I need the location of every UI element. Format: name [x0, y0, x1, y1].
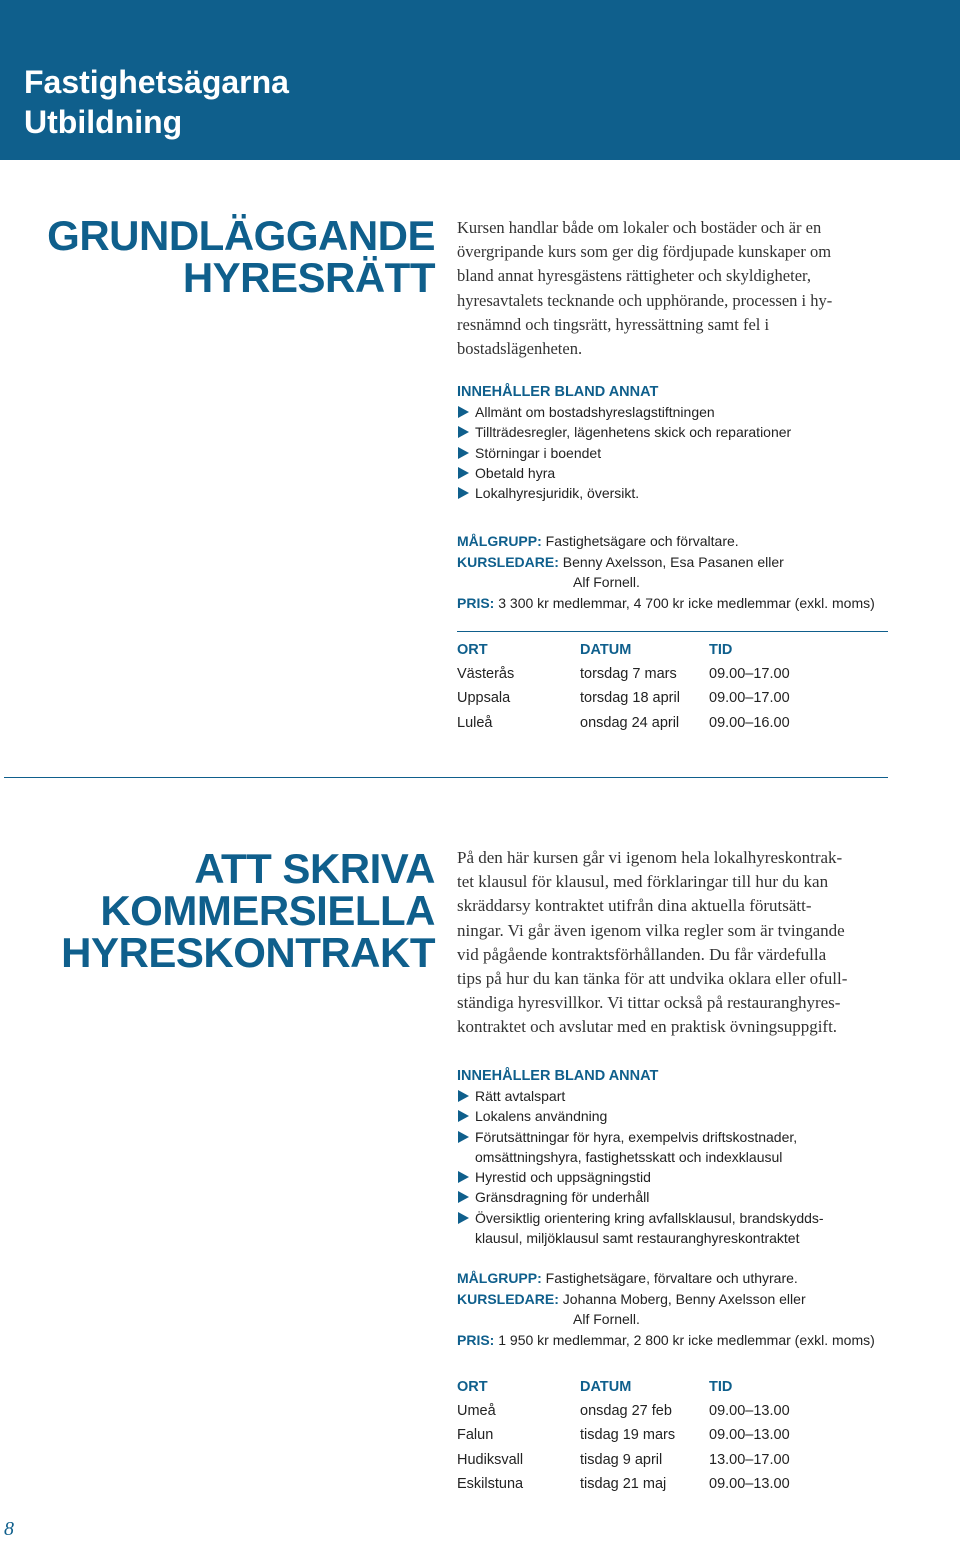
contents-section	[457, 382, 889, 503]
course-title: ATT SKRIVA KOMMERSIELLA HYRESKONTRAKT	[61, 845, 435, 976]
table-header: ORT DATUM TID	[457, 1379, 733, 1395]
desc-line: skräddarsy kontraktet utifrån dina aktuella förutsätt-	[457, 896, 812, 916]
table-row: Uppsala torsdag 18 april 09.00–17.00	[457, 690, 790, 707]
schedule-table	[457, 638, 889, 735]
triangle-right-icon	[458, 1212, 469, 1224]
course-title: GRUNDLÄGGANDE HYRESRÄTT	[47, 212, 435, 301]
header-band	[0, 0, 960, 160]
contents-section	[457, 1066, 889, 1248]
desc-line: tips på hur du kan tänka för att undvika oklara eller ofull-	[457, 969, 848, 989]
desc-line: bland annat hyresgästens rättigheter och skyldigheter,	[457, 266, 811, 286]
desc-line: ständiga hyresvillkor. Vi tittar också på restauranghyres-	[457, 993, 841, 1013]
list-item: Tillträdesregler, lägenhetens skick och reparationer	[457, 422, 889, 442]
desc-line: övergripande kurs som ger dig fördjupade kunskaper om	[457, 242, 832, 262]
list-item: Hyrestid och uppsägningstid	[457, 1167, 889, 1187]
list-item: Allmänt om bostadshyreslagstiftningen	[457, 402, 889, 422]
contents-list	[457, 1086, 889, 1248]
list-item: Gränsdragning för underhåll	[457, 1187, 889, 1207]
triangle-right-icon	[458, 1131, 469, 1143]
course-leaders: KURSLEDARE: Benny Axelsson, Esa Pasanen eller	[457, 553, 784, 570]
triangle-right-icon	[458, 1090, 469, 1102]
schedule-table	[457, 1375, 889, 1496]
table-row: Luleå onsdag 24 april 09.00–16.00	[457, 714, 790, 731]
table-row: Eskilstuna tisdag 21 maj 09.00–13.00	[457, 1475, 790, 1492]
triangle-right-icon	[458, 1110, 469, 1122]
divider	[457, 631, 888, 632]
desc-line: Kursen handlar både om lokaler och bostäder och är en	[457, 218, 822, 237]
desc-line: På den här kursen går vi igenom hela lokalhyreskontrak-	[457, 848, 843, 867]
desc-line: kontraktet och avslutar med en praktisk övningsuppgift.	[457, 1017, 838, 1037]
list-item: Översiktlig orientering kring avfallsklausul, brandskydds- klausul, miljöklausul samt restauranghyreskontraktet	[457, 1208, 889, 1249]
list-item: Lokalhyresjuridik, översikt.	[457, 483, 889, 503]
list-item: Lokalens användning	[457, 1106, 889, 1126]
target-group: MÅLGRUPP: Fastighetsägare och förvaltare.	[457, 533, 739, 549]
desc-line: bostadslägenheten.	[457, 339, 583, 359]
triangle-right-icon	[458, 447, 469, 459]
table-row: Hudiksvall tisdag 9 april 13.00–17.00	[457, 1451, 790, 1468]
section-divider	[4, 777, 888, 778]
table-header: ORT DATUM TID	[457, 642, 733, 658]
triangle-right-icon	[458, 406, 469, 418]
course-description	[457, 846, 889, 1040]
list-item: Obetald hyra	[457, 463, 889, 483]
course-leaders-cont: Alf Fornell.	[573, 1311, 640, 1327]
contents-heading: INNEHÅLLER BLAND ANNAT	[457, 384, 659, 400]
course-description	[457, 216, 889, 361]
desc-line: vid pågående kontraktsförhållanden. Du får värdefulla	[457, 944, 827, 964]
desc-line: resnämnd och tingsrätt, hyressättning samt fel i	[457, 314, 770, 334]
price: PRIS: 3 300 kr medlemmar, 4 700 kr icke medlemmar (exkl. moms)	[457, 594, 875, 611]
list-item: Rätt avtalspart	[457, 1086, 889, 1106]
triangle-right-icon	[458, 426, 469, 438]
table-row: Västerås torsdag 7 mars 09.00–17.00	[457, 666, 790, 683]
desc-line: tet klausul för klausul, med förklaringar till hur du kan	[457, 872, 829, 892]
header-title: Fastighetsägarna Utbildning	[24, 64, 289, 140]
price: PRIS: 1 950 kr medlemmar, 2 800 kr icke medlemmar (exkl. moms)	[457, 1331, 875, 1348]
triangle-right-icon	[458, 487, 469, 499]
course-leaders: KURSLEDARE: Johanna Moberg, Benny Axelsson eller	[457, 1290, 806, 1307]
triangle-right-icon	[458, 467, 469, 479]
target-group: MÅLGRUPP: Fastighetsägare, förvaltare och uthyrare.	[457, 1270, 798, 1286]
triangle-right-icon	[458, 1171, 469, 1183]
table-row: Falun tisdag 19 mars 09.00–13.00	[457, 1427, 790, 1444]
desc-line: ningar. Vi går även igenom vilka regler som är tvingande	[457, 920, 845, 940]
page-number: 8	[4, 1518, 14, 1540]
table-row: Umeå onsdag 27 feb 09.00–13.00	[457, 1403, 790, 1420]
course-info	[457, 531, 889, 613]
desc-line: hyresavtalets tecknande och upphörande, processen i hy-	[457, 290, 833, 310]
list-item: Störningar i boendet	[457, 443, 889, 463]
course-info	[457, 1268, 889, 1350]
contents-heading: INNEHÅLLER BLAND ANNAT	[457, 1068, 659, 1084]
course-leaders-cont: Alf Fornell.	[573, 574, 640, 590]
contents-list	[457, 402, 889, 503]
triangle-right-icon	[458, 1191, 469, 1203]
list-item: Förutsättningar för hyra, exempelvis driftskostnader, omsättningshyra, fastighetsskatt och indexklausul	[457, 1127, 889, 1168]
